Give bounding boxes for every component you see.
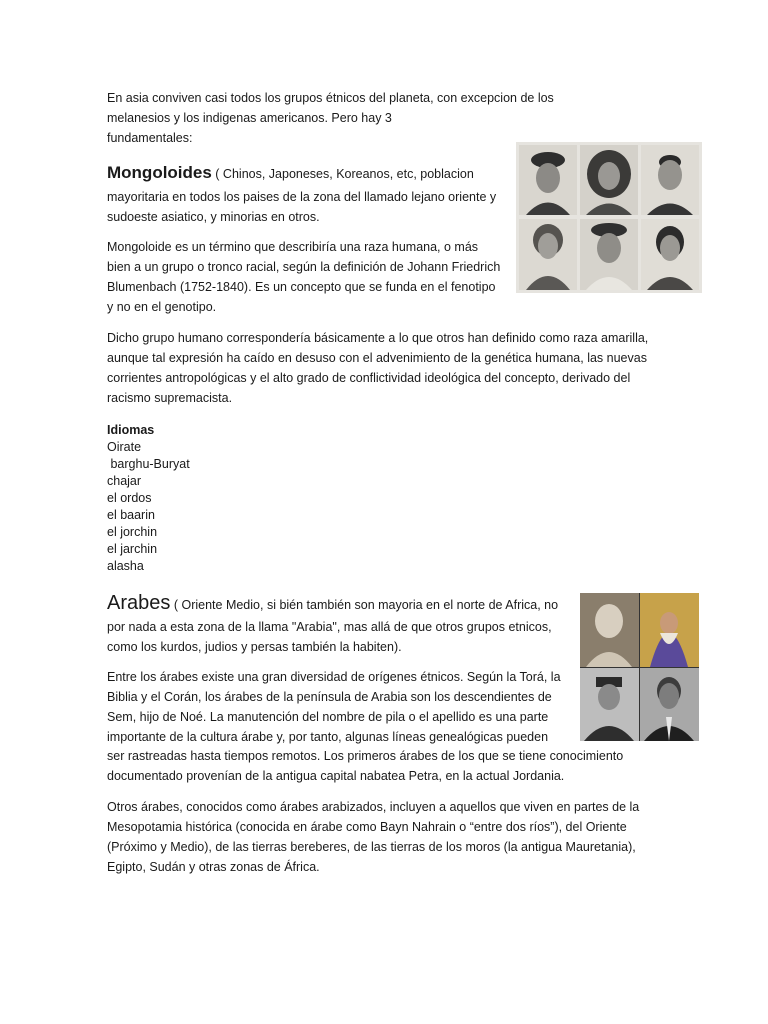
idioma-item: el jarchin [107, 542, 158, 556]
idiomas-title: Idiomas [107, 423, 155, 437]
intro-line-3: fundamentales: [107, 131, 193, 145]
mongoloides-heading-line [107, 163, 474, 185]
intro-line-2: melanesios y los indigenas americanos. Pero hay 3 [107, 111, 392, 125]
arabes-heading-rest: ( Oriente Medio, si bién también son mayoria en el norte de Africa, no [170, 598, 559, 612]
mongoloides-para2-line: y no en el genotipo. [107, 300, 217, 314]
mongoloides-para2-line: Mongoloide es un término que describiría una raza humana, o más [107, 240, 479, 254]
mongoloides-para3-line: corrientes antropológicas y el alto grado de conflictividad ideológica del concepto, derivado del [107, 371, 631, 385]
portrait-suit [640, 668, 699, 741]
mongoloides-para2-line: Blumenbach (1752-1840). Es un concepto que se funda en el fenotipo [107, 280, 496, 294]
arabes-para2-line: documentado provenían de la antigua capital nabatea Petra, en la actual Jordania. [107, 769, 565, 783]
arabes-para2-line: importante de la cultura árabe y, por tanto, algunas líneas genealógicas pueden [107, 730, 549, 744]
arabes-para2-line: Biblia y el Corán, los árabes de la península de Arabia son los descendientes de [107, 690, 552, 704]
idioma-item: el baarin [107, 508, 155, 522]
portrait-6 [641, 219, 699, 290]
portrait-uniform [580, 668, 639, 741]
arabes-line-3: como los kurdos, judios y persas también la habiten). [107, 640, 402, 654]
portrait-3 [641, 145, 699, 215]
idioma-item: el jorchin [107, 525, 158, 539]
arab-portraits-image [580, 593, 699, 741]
portrait-bust [580, 593, 639, 667]
mongoloides-heading-rest: ( Chinos, Japoneses, Koreanos, etc, poblacion [211, 167, 474, 181]
arabes-para3-line: Mesopotamia histórica (conocida en árabe como Bayn Nahrain o “entre dos ríos”), del Oriente [107, 820, 627, 834]
mongoloides-para3-line: aunque tal expresión ha caído en desuso con el advenimiento de la genética humana, las nuevas [107, 351, 647, 365]
intro-line-1: En asia conviven casi todos los grupos étnicos del planeta, con excepcion de los [107, 91, 554, 105]
portrait-painting [640, 593, 699, 667]
arabes-heading: Arabes [107, 592, 171, 614]
idioma-item: chajar [107, 474, 142, 488]
portrait-5 [580, 219, 638, 290]
idioma-item: el ordos [107, 491, 152, 505]
mongoloid-portraits-image [516, 142, 702, 293]
arabes-para3-line: Egipto, Sudán y otras zonas de África. [107, 860, 320, 874]
idioma-item: barghu-Buryat [107, 457, 190, 471]
portrait-1 [519, 145, 577, 215]
arabes-para3-line: Otros árabes, conocidos como árabes arabizados, incluyen a aquellos que viven en partes de la [107, 800, 640, 814]
idiomas-list [107, 422, 190, 575]
arabes-para3-line: (Próximo y Medio), de las tierras bereberes, de las tierras de los moros (la antigua Mauretania), [107, 840, 636, 854]
arabes-para2-line: Entre los árabes existe una gran diversidad de orígenes étnicos. Según la Torá, la [107, 670, 561, 684]
mongoloides-line-3: sudoeste asiatico, y minorias en otros. [107, 210, 320, 224]
portrait-4 [519, 219, 577, 290]
arabes-line-2: por nada a esta zona de la llama "Arabia", mas allá de que otros grupos etnicos, [107, 620, 552, 634]
mongoloides-para3-line: Dicho grupo humano correspondería básicamente a lo que otros han definido como raza amarilla, [107, 331, 649, 345]
idioma-item: alasha [107, 559, 144, 573]
portrait-2 [580, 145, 638, 215]
arabes-para2-line: Sem, hijo de Noé. La manutención del nombre de pila o el apellido es una parte [107, 710, 549, 724]
arabes-heading-line [107, 594, 558, 616]
arabes-para2-line: ser rastreadas hasta tiempos remotos. Los primeros árabes de los que se tiene conocimiento [107, 749, 624, 763]
mongoloides-para2-line: bien a un grupo o tronco racial, según la definición de Johann Friedrich [107, 260, 501, 274]
mongoloides-heading: Mongoloides [107, 163, 212, 182]
mongoloides-line-2: mayoritaria en todos los paises de la zona del llamado lejano oriente y [107, 190, 497, 204]
mongoloides-para3-line: racismo supremacista. [107, 391, 233, 405]
idioma-item: Oirate [107, 440, 142, 454]
